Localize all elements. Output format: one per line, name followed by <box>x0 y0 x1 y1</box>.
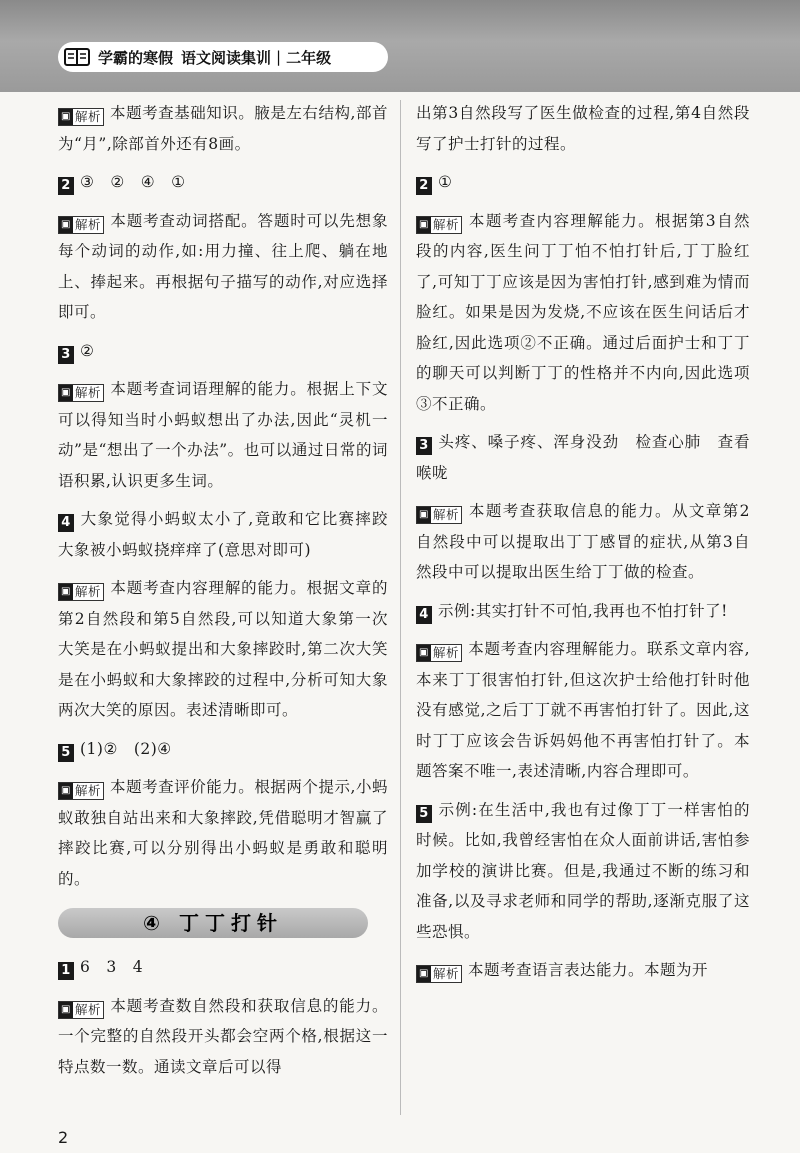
answer-line <box>58 336 388 367</box>
continued-text: 出第3自然段写了医生做检查的过程,第4自然段写了护士打针的过程。 <box>416 104 750 153</box>
book-icon <box>64 48 90 66</box>
answer-line <box>416 427 750 488</box>
answer-line <box>416 167 750 198</box>
analysis-icon: ▣ <box>59 584 73 600</box>
question-number: 3 <box>416 437 432 455</box>
analysis-tag: ▣ 解析 <box>58 108 104 126</box>
analysis-tag: ▣ 解析 <box>58 1001 104 1019</box>
analysis-icon: ▣ <box>417 966 431 982</box>
analysis-tag: ▣ 解析 <box>58 384 104 402</box>
analysis-icon: ▣ <box>59 1002 73 1018</box>
answer-block <box>416 634 750 787</box>
section-band <box>58 908 368 938</box>
answer-block <box>58 374 388 496</box>
analysis-text: 本题考查内容理解的能力。根据文章的第2自然段和第5自然段,可以知道大象第一次大笑是在小蚂蚁提出和大象摔跤时,第二次大笑是在小蚂蚁和大象摔跤的过程中,分析可知大象两次大笑的原因。表述清晰即可。 <box>58 579 388 719</box>
answer-text: ② <box>80 341 95 360</box>
answer-text: 6 3 4 <box>80 958 144 976</box>
answer-text: ③ ② ④ ① <box>80 173 186 191</box>
answer-line <box>58 952 388 983</box>
analysis-text: 本题考查评价能力。根据两个提示,小蚂蚁敢独自站出来和大象摔跤,凭借聪明才智赢了摔跤比赛,可以分别得出小蚂蚁是勇敢和聪明的。 <box>58 778 388 888</box>
question-number: 5 <box>58 744 74 762</box>
page-header <box>0 0 800 92</box>
analysis-icon: ▣ <box>59 217 73 233</box>
answer-text: 大象觉得小蚂蚁太小了,竟敢和它比赛摔跤 大象被小蚂蚁挠痒痒了(意思对即可) <box>58 510 405 559</box>
answer-line <box>58 734 388 765</box>
analysis-icon: ▣ <box>59 109 73 125</box>
answer-block <box>416 206 750 420</box>
answer-line <box>58 504 405 565</box>
analysis-icon: ▣ <box>417 645 431 661</box>
analysis-text: 本题考查数自然段和获取信息的能力。一个完整的自然段开头都会空两个格,根据这一特点数一数。通读文章后可以得 <box>58 996 388 1076</box>
analysis-icon: ▣ <box>59 385 73 401</box>
answer-block <box>58 573 388 726</box>
question-number: 5 <box>416 805 432 823</box>
question-number: 4 <box>416 606 432 624</box>
analysis-text: 本题考查内容理解能力。根据第3自然段的内容,医生问丁丁怕不怕打针后,丁丁脸红了,可知丁丁应该是因为害怕打针,感到难为情而脸红。如果是因为发烧,不应该在医生问话后才脸红,因此选项②不正确。通过后面护士和丁丁的聊天可以判断丁丁的性格并不内向,因此选项③不正确。 <box>416 211 750 413</box>
analysis-text: 本题考查语言表达能力。本题为开 <box>468 961 709 979</box>
left-column <box>58 98 405 1090</box>
answer-block <box>58 206 388 328</box>
question-number: 2 <box>58 177 74 195</box>
analysis-tag: ▣ 解析 <box>416 216 462 234</box>
answer-text: (1)② (2)④ <box>80 739 172 758</box>
analysis-tag: ▣ 解析 <box>416 965 462 983</box>
column-divider <box>400 100 401 1115</box>
answer-text: 头疼、嗓子疼、浑身没劲 检查心肺 查看喉咙 <box>416 433 750 482</box>
question-number: 1 <box>58 962 74 980</box>
question-number: 2 <box>416 177 432 195</box>
analysis-text: 本题考查内容理解能力。联系文章内容,本来丁丁很害怕打针,但这次护士给他打针时他没有感觉,之后丁丁就不再害怕打针了。因此,这时丁丁应该会告诉妈妈他不再害怕打针了。本题答案不唯一,表述清晰,内容合理即可。 <box>416 640 750 780</box>
answer-text: 示例:在生活中,我也有过像丁丁一样害怕的时候。比如,我曾经害怕在众人面前讲话,害怕参加学校的演讲比赛。但是,我通过不断的练习和准备,以及寻求老师和同学的帮助,逐渐克服了这些恐惧。 <box>416 800 750 941</box>
answer-block <box>58 772 388 894</box>
analysis-tag: ▣ 解析 <box>58 583 104 601</box>
analysis-tag: ▣ 解析 <box>58 216 104 234</box>
analysis-text: 本题考查词语理解的能力。根据上下文可以得知当时小蚂蚁想出了办法,因此“灵机一动”是“想出了一个办法”。也可以通过日常的词语积累,认识更多生词。 <box>58 380 388 490</box>
answer-text: 示例:其实打针不可怕,我再也不怕打针了! <box>438 601 728 620</box>
analysis-icon: ▣ <box>417 217 431 233</box>
analysis-tag: ▣ 解析 <box>416 644 462 662</box>
analysis-icon: ▣ <box>59 783 73 799</box>
header-title-sub: 语文阅读集训 <box>181 48 272 67</box>
analysis-text: 本题考查获取信息的能力。从文章第2自然段中可以提取出丁丁感冒的症状,从第3自然段中可以提取出医生给丁丁做的检查。 <box>416 502 750 581</box>
answer-line <box>416 596 750 627</box>
answer-text: ① <box>438 173 453 191</box>
header-separator: | <box>276 48 282 66</box>
page-number: 2 <box>58 1128 69 1147</box>
question-number: 4 <box>58 514 74 532</box>
answer-block <box>58 98 388 159</box>
section-heading <box>58 902 388 942</box>
answer-line <box>58 167 388 198</box>
question-number: 3 <box>58 346 74 364</box>
analysis-tag: ▣ 解析 <box>416 506 462 524</box>
analysis-icon: ▣ <box>417 507 431 523</box>
answer-block <box>416 496 750 588</box>
answer-block <box>58 991 388 1083</box>
answer-line <box>416 795 750 948</box>
section-title: ④ 丁丁打针 <box>143 910 283 935</box>
answer-block <box>416 955 750 986</box>
right-column <box>416 98 750 994</box>
header-title-main: 学霸的寒假 <box>98 48 174 67</box>
analysis-tag: ▣ 解析 <box>58 782 104 800</box>
analysis-text: 本题考查动词搭配。答题时可以先想象每个动词的动作,如:用力撞、往上爬、躺在地上、捧起来。再根据句子描写的动作,对应选择即可。 <box>58 211 388 321</box>
header-grade: 二年级 <box>286 48 332 67</box>
analysis-text: 本题考查基础知识。腋是左右结构,部首为“月”,除部首外还有8画。 <box>58 104 388 153</box>
header-title-pill <box>58 42 388 72</box>
